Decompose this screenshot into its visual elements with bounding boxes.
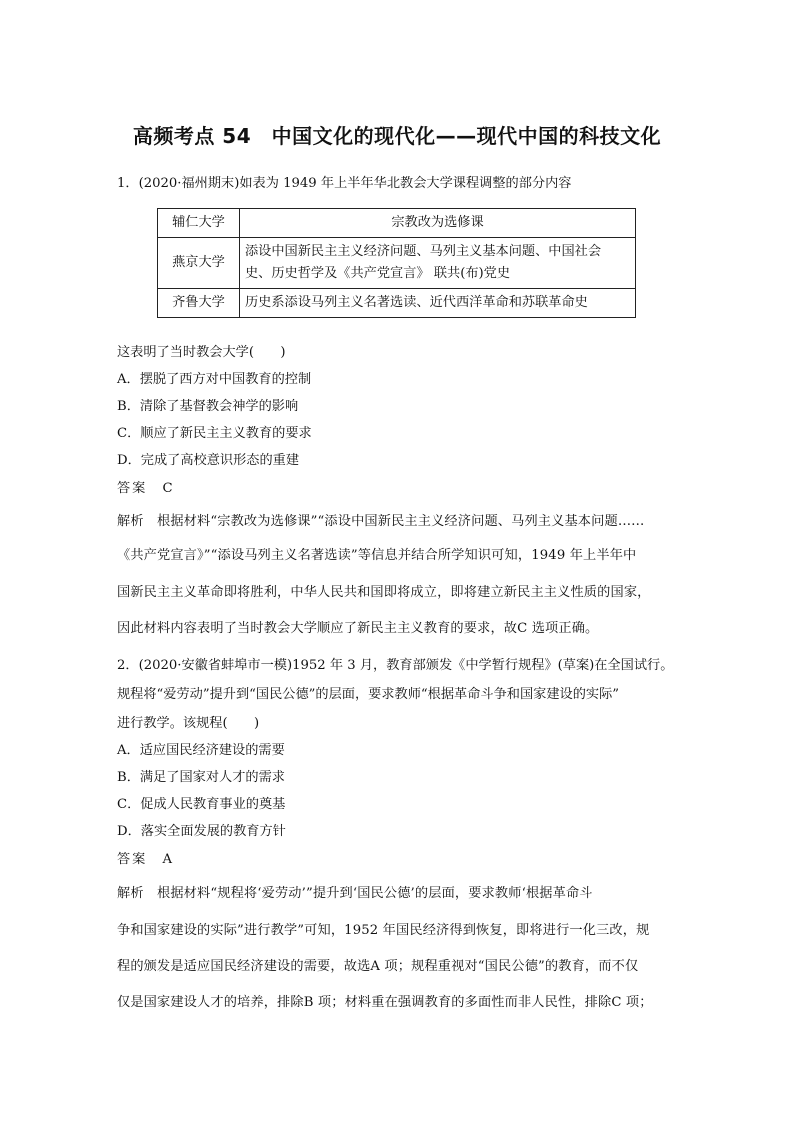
q2-analysis-line: 程的颁发是适应国民经济建设的需要，故选A 项；规程重视对“国民公德”的教育，而不仅	[117, 959, 639, 974]
q2-option-c: C．促成人民教育事业的奠基	[117, 797, 286, 812]
table-cell-school: 燕京大学	[158, 238, 240, 289]
q1-option-a: A．摆脱了西方对中国教育的控制	[117, 372, 312, 387]
table-cell-line: 添设中国新民主主义经济问题、马列主义基本问题、中国社会	[245, 244, 602, 259]
q1-analysis-line: 解析 根据材料“宗教改为选修课”“添设中国新民主主义经济问题、马列主义基本问题……	[117, 514, 645, 529]
table-cell-school: 齐鲁大学	[158, 289, 240, 318]
q2-answer: 答案 A	[117, 852, 175, 867]
q2-stem-line: 规程将“爱劳动”提升到“国民公德”的层面，要求教师“根据革命斗争和国家建设的实际”	[117, 687, 620, 702]
q1-analysis-line: 国新民主主义革命即将胜利，中华人民共和国即将成立，即将建立新民主主义性质的国家，	[117, 585, 651, 600]
q2-option-b: B．满足了国家对人才的需求	[117, 770, 285, 785]
q1-question: 这表明了当时教会大学( )	[117, 345, 286, 360]
q2-analysis-line: 仅是国家建设人才的培养，排除B 项；材料重在强调教育的多面性而非人民性，排除C 项；	[117, 995, 653, 1010]
table-cell-content: 历史系添设马列主义名著选读、近代西洋革命和苏联革命史	[240, 289, 636, 318]
q2-analysis-line: 解析 根据材料“规程将‘爱劳动’”提升到‘国民公德’的层面，要求教师‘根据革命斗	[117, 886, 593, 901]
q2-stem-line: 2．(2020·安徽省蚌埠市一模)1952 年 3 月，教育部颁发《中学暂行规程》(草案)在全国试行。	[117, 658, 674, 673]
table-cell-line: 史、历史哲学及《共产党宣言》 联共(布)党史	[245, 266, 511, 281]
table-row	[158, 238, 636, 289]
page-title: 高频考点 54 中国文化的现代化——现代中国的科技文化	[132, 124, 662, 148]
q2-option-d: D．落实全面发展的教育方针	[117, 824, 286, 839]
table-cell-content: 宗教改为选修课	[240, 209, 636, 238]
table-cell-school: 辅仁大学	[158, 209, 240, 238]
q1-option-c: C．顺应了新民主主义教育的要求	[117, 426, 312, 441]
q1-option-b: B．清除了基督教会神学的影响	[117, 399, 299, 414]
q1-table	[157, 208, 636, 318]
q1-analysis-line: 因此材料内容表明了当时教会大学顺应了新民主主义教育的要求，故C 选项正确。	[117, 621, 599, 636]
q1-answer: 答案 C	[117, 481, 175, 496]
table-cell-content	[240, 238, 636, 289]
q1-stem: 1．(2020·福州期末)如表为 1949 年上半年华北教会大学课程调整的部分内容	[117, 176, 572, 191]
q2-stem-line: 进行教学。该规程( )	[117, 716, 260, 731]
table-row	[158, 289, 636, 318]
q2-option-a: A．适应国民经济建设的需要	[117, 743, 285, 758]
q2-analysis-line: 争和国家建设的实际”进行教学”可知，1952 年国民经济得到恢复，即将进行一化三改，规	[117, 923, 650, 938]
table-row	[158, 209, 636, 238]
q1-analysis-line: 《共产党宣言》”“添设马列主义名著选读”等信息并结合所学知识可知，1949 年上半年中	[117, 548, 637, 563]
q1-option-d: D．完成了高校意识形态的重建	[117, 453, 300, 468]
